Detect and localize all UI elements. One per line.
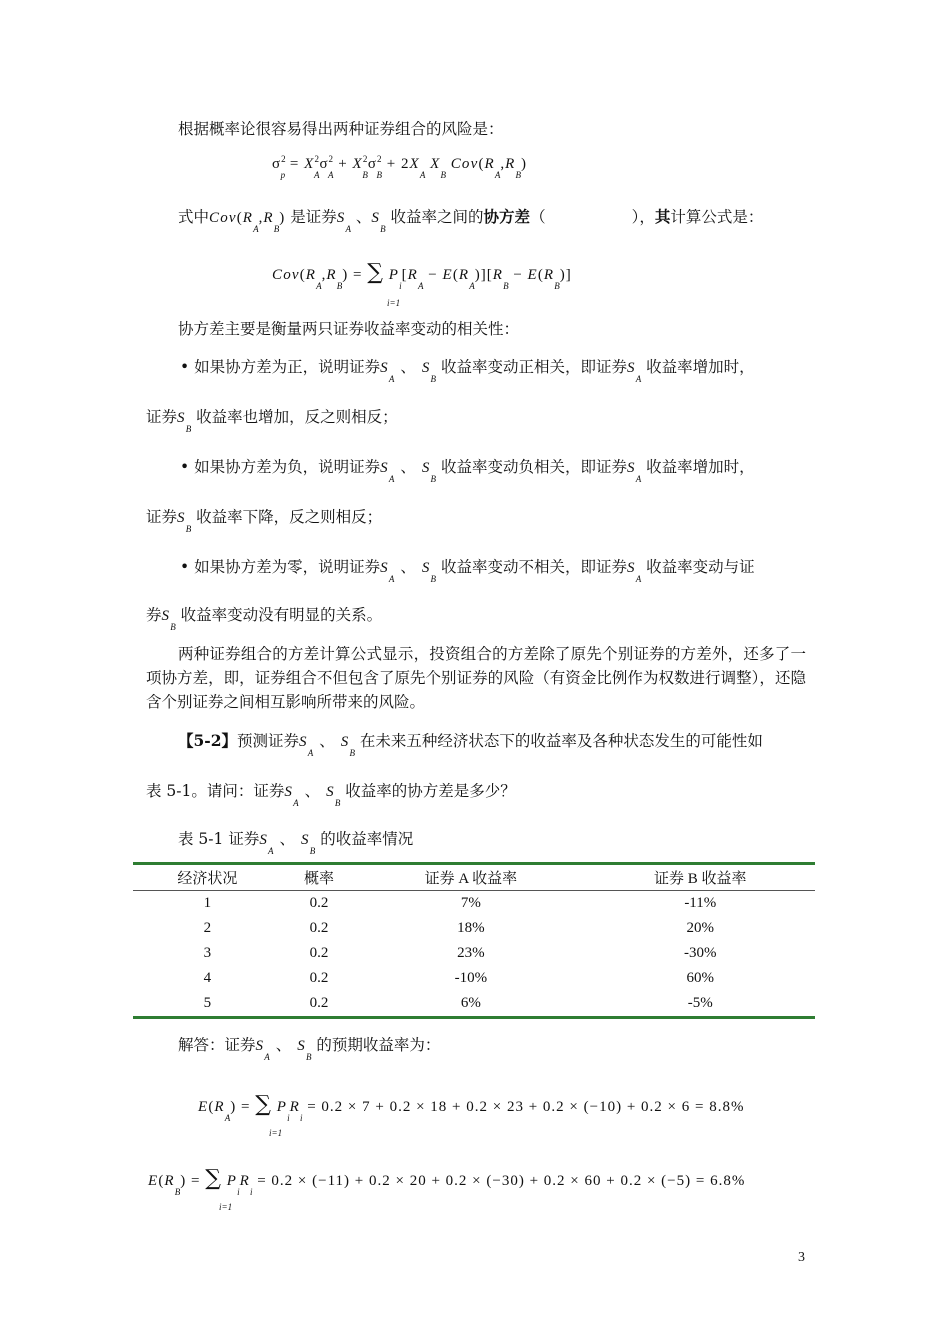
table-header-cell: 经济状况 [177,871,238,887]
expected-return-b-equation: $E(R_B)$ = ∑ $P_iR_i = 0.2 \times (-11) + 0.2 \times 20 + 0.2 \times (-30) + 0.2 \times 60 + 0.2 \times (-5) = 6.8\%$ [148,1166,746,1197]
covariance-definition: 式中$Cov(R_A,R_B)$ 是证券$S_A$ 、$S_B$ 收益率之间的协方差（ ），其计算公式是： [178,207,764,234]
table-header-cell: 概率 [303,871,334,887]
table-row [133,991,815,1018]
intro-text: 根据概率论很容易得出两种证券组合的风险是： [178,120,504,138]
summation-symbol: ∑ [205,1166,222,1191]
table-row [133,891,815,917]
covariance-formula: $Cov(R_A,R_B)$ = ∑ $P_i[R_A - E(R_A)][R_B - E(R_B)]$ [272,260,572,291]
bullet-zero-line1: • 如果协方差为零，说明证券$S_A$、 $S_B$ 收益率变动不相关，即证券$S_A$ 收益率变动与证 [180,558,755,584]
page-number: 3 [798,1250,805,1265]
table-cell: 60% [686,970,715,986]
table-cell: 0.2 [309,945,329,961]
table-cell: 6% [460,995,481,1011]
table-cell: 1 [203,895,212,911]
sum-lower-limit: i=1 [219,1202,233,1212]
answer-intro: 解答：证券$S_A$、 $S_B$ 的预期收益率为： [178,1036,441,1062]
sum-lower-limit: i=1 [269,1128,283,1138]
expected-return-a-equation: $E(R_A)$ = ∑ $P_iR_i = 0.2 \times 7 + 0.2 \times 18 + 0.2 \times 23 + 0.2 \times (-10) + 0.2 \times 6 = 8.8\%$ [198,1092,745,1123]
table-cell: 5 [203,995,212,1011]
table-cell: 0.2 [309,995,329,1011]
summation-symbol: ∑ [367,260,384,285]
table-cell: -30% [684,945,717,961]
table-cell: 2 [203,920,212,936]
portfolio-variance-paragraph: 两种证券组合的方差计算公式显示，投资组合的方差除了原先个别证券的方差外，还多了一项协方差，即，证券组合不但包含了原先个别证券的风险（有资金比例作为权数进行调整），还隐含个别证券之间相互影响所带来的风险。 [146,645,806,711]
table-cell: -11% [684,895,717,911]
table-header-cell: 证券 B 收益率 [654,871,747,887]
summation-symbol: ∑ [255,1092,272,1117]
table-cell: -5% [687,995,713,1011]
bullet-positive-line1: • 如果协方差为正，说明证券$S_A$、 $S_B$ 收益率变动正相关，即证券$S_A$ 收益率增加时， [180,358,755,384]
table-cell: 20% [686,920,715,936]
table-header-cell: 证券 A 收益率 [424,871,518,887]
covariance-intro: 协方差主要是衡量两只证券收益率变动的相关性： [178,320,520,338]
bullet-negative-line2: 证券$S_B$ 收益率下降，反之则相反； [146,508,383,534]
portfolio-variance-equation: $\sigma^2_p = X^2_A\sigma^2_A + X^2_B\sigma^2_B + 2X_A$ $X_B$ $Cov(R_A,R_B)$ [272,154,527,180]
table-cell: 7% [460,895,481,911]
bullet-zero-line2: 券$S_B$ 收益率变动没有明显的关系。 [146,606,383,632]
table-cell: 18% [457,920,485,936]
bullet-positive-line2: 证券$S_B$ 收益率也增加，反之则相反； [146,408,398,434]
table-caption: 表 5-1 证券$S_A$、 $S_B$ 的收益率情况 [178,830,414,856]
sum-lower-limit: i=1 [387,298,401,308]
table-cell: 0.2 [309,895,329,911]
returns-table [133,862,815,1019]
table-row [133,966,815,991]
table-row [133,941,815,966]
example-line1: 【5-2】预测证券$S_A$、 $S_B$ 在未来五种经济状态下的收益率及各种状态发生的可能性如 [178,731,763,758]
table-header-row [133,864,815,891]
table-cell: -10% [454,970,488,986]
example-line2: 表 5-1。请问：证券$S_A$、 $S_B$ 收益率的协方差是多少？ [146,782,516,808]
table-row [133,916,815,941]
table-cell: 0.2 [309,920,329,936]
table-cell: 3 [203,945,212,961]
table-cell: 23% [457,945,485,961]
table-cell: 4 [203,970,212,986]
table-cell: 0.2 [309,970,329,986]
bullet-negative-line1: • 如果协方差为负，说明证券$S_A$、 $S_B$ 收益率变动负相关，即证券$S_A$ 收益率增加时， [180,458,755,484]
